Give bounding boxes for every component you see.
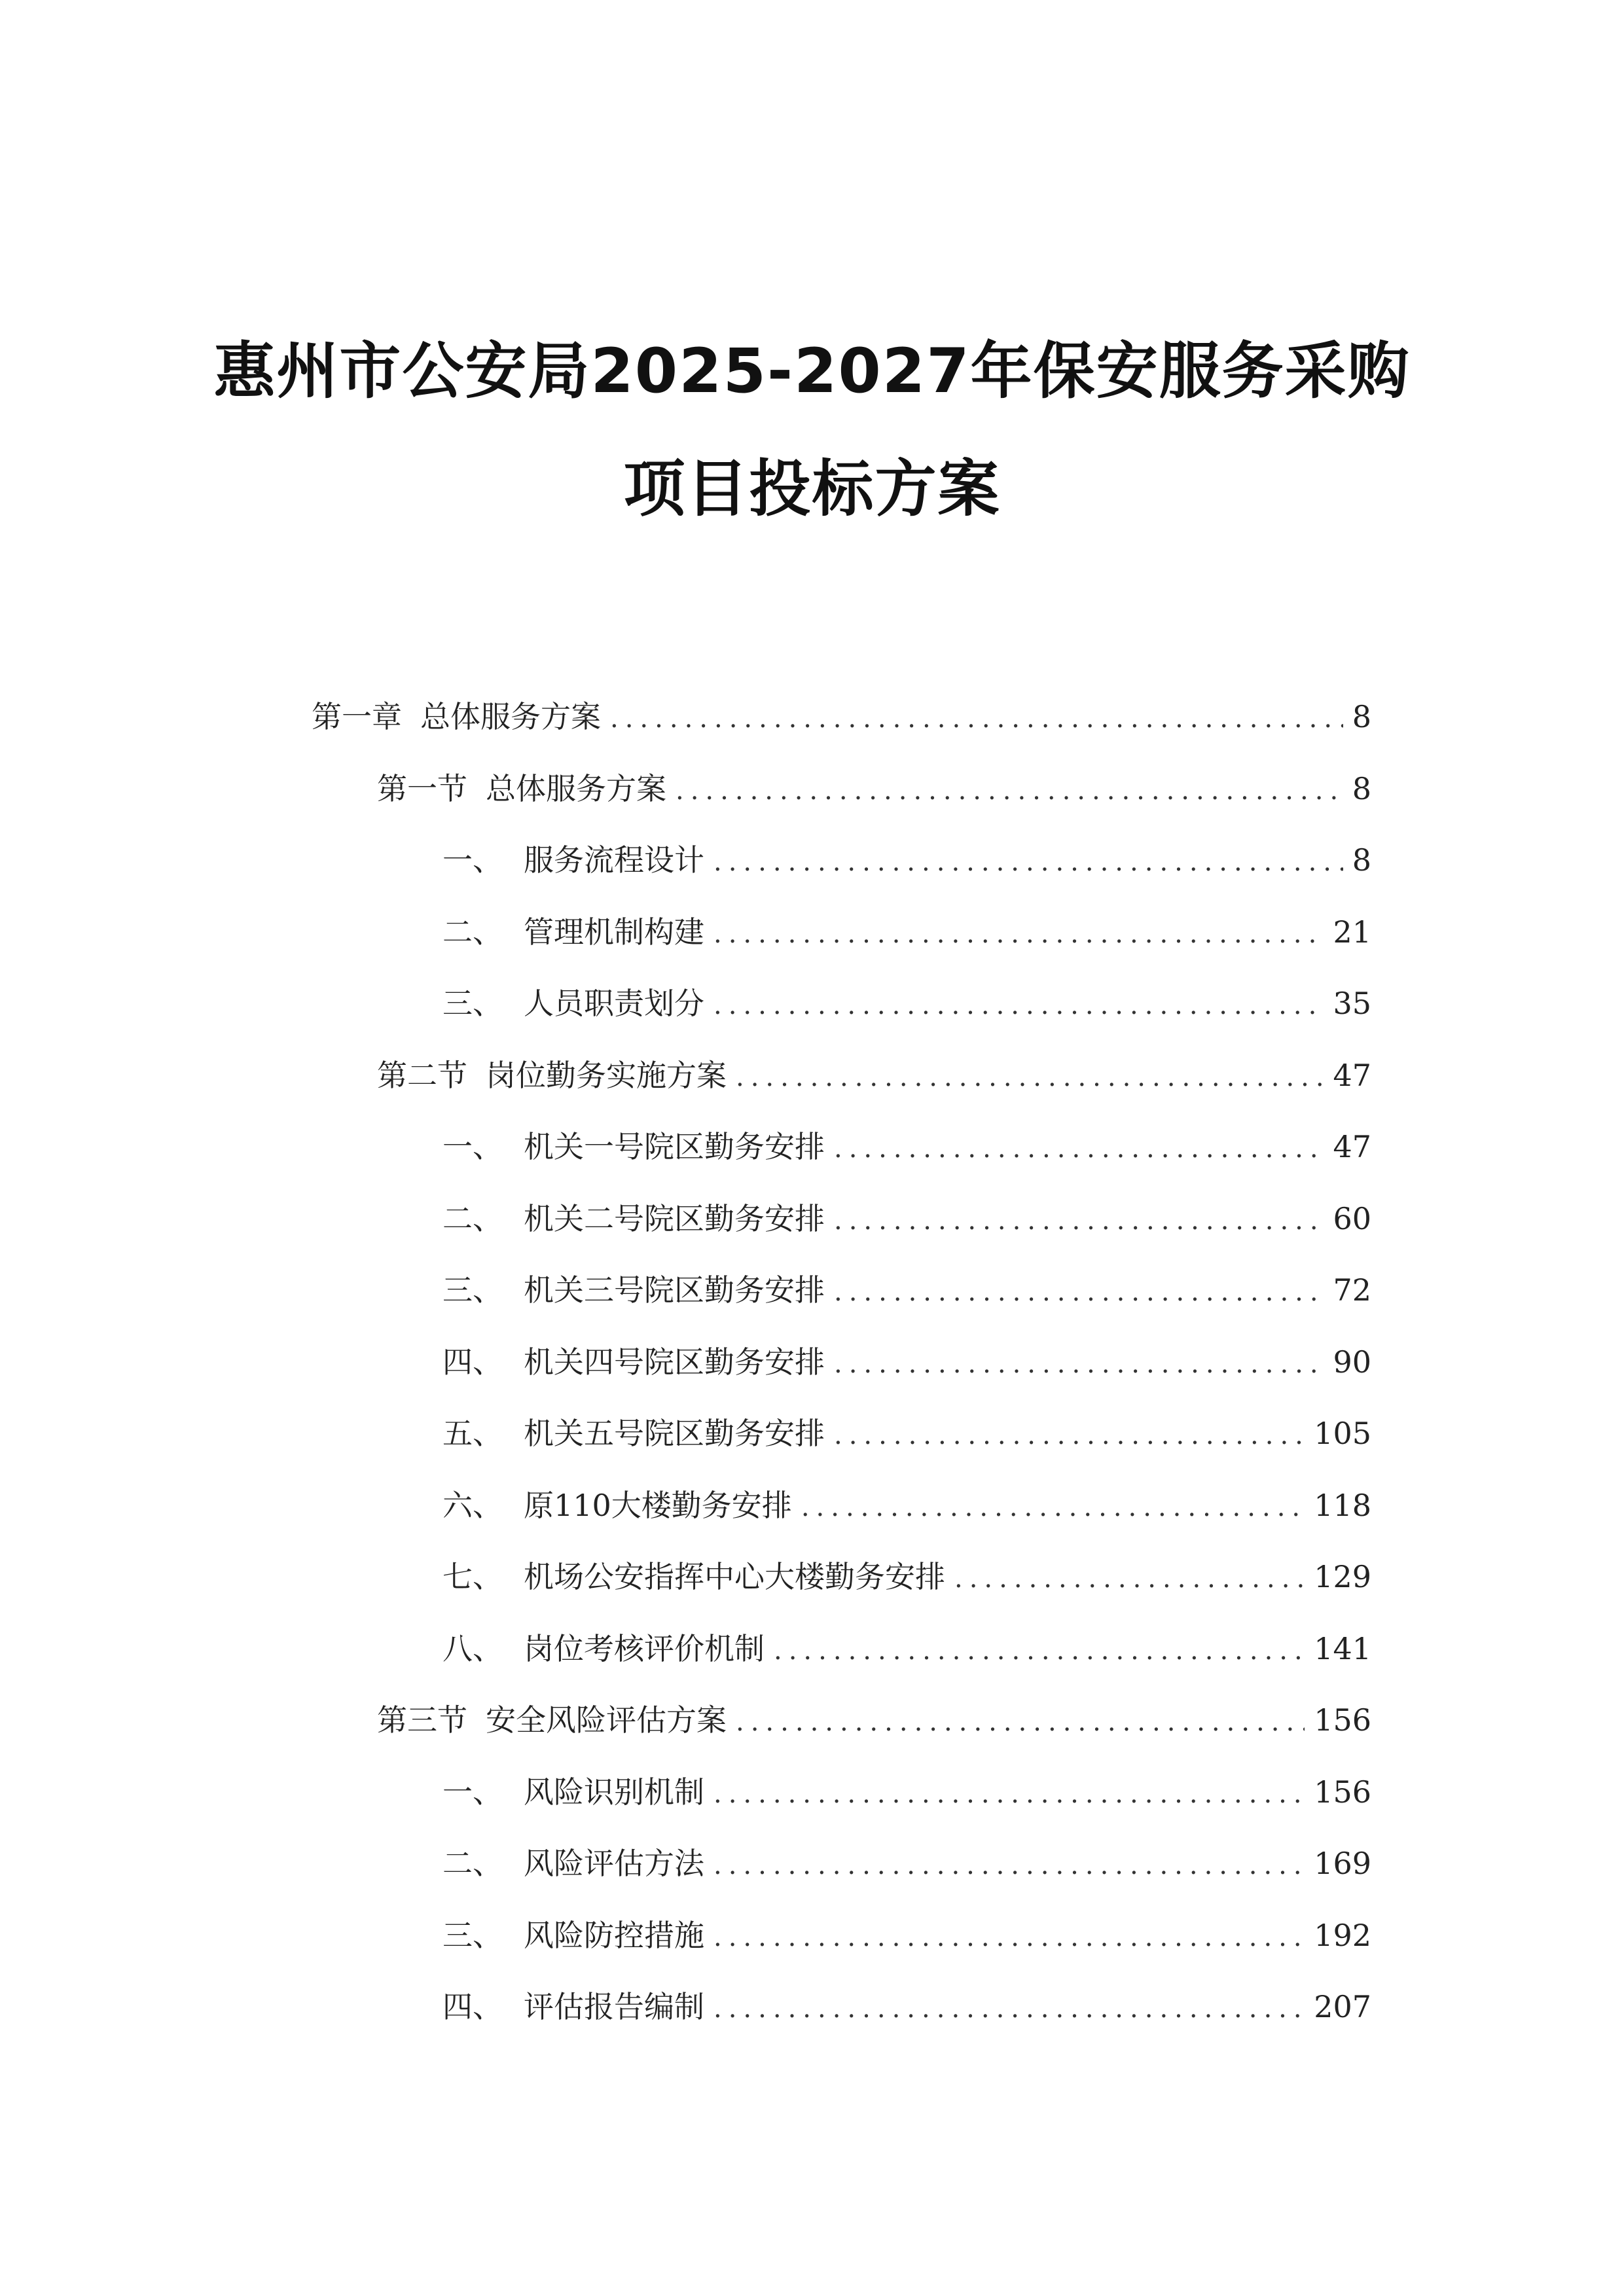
toc-entry-number: 三、 xyxy=(442,1918,503,1953)
toc-page-number: 156 xyxy=(1314,1774,1371,1810)
toc-dot-leader xyxy=(713,1914,1305,1960)
toc-entry[interactable] xyxy=(377,1052,1371,1098)
toc-dot-leader xyxy=(736,1054,1324,1100)
toc-entry-number: 第三节 xyxy=(377,1702,467,1738)
toc-dot-leader xyxy=(676,768,1343,814)
toc-dot-leader xyxy=(610,696,1343,742)
toc-entry[interactable] xyxy=(442,1912,1371,1958)
toc-dot-leader xyxy=(713,911,1324,957)
toc-dot-leader xyxy=(713,1842,1305,1888)
toc-dot-leader xyxy=(713,839,1343,885)
toc-page-number: 60 xyxy=(1333,1201,1371,1236)
toc-entry[interactable] xyxy=(312,694,1371,740)
toc-entry[interactable] xyxy=(442,980,1371,1026)
toc-entry-number: 一、 xyxy=(442,842,503,878)
toc-entry-number: 三、 xyxy=(442,986,503,1021)
toc-entry-number: 七、 xyxy=(442,1559,503,1594)
toc-entry[interactable] xyxy=(377,1697,1371,1743)
toc-page-number: 47 xyxy=(1333,1129,1371,1164)
toc-entry-title: 管理机制构建 xyxy=(524,914,704,950)
toc-page-number: 105 xyxy=(1314,1416,1371,1451)
toc-page-number: 35 xyxy=(1333,986,1371,1021)
toc-dot-leader xyxy=(834,1269,1324,1315)
toc-page-number: 8 xyxy=(1352,842,1371,878)
toc-dot-leader xyxy=(834,1198,1324,1244)
toc-entry-number: 第一章 xyxy=(312,699,402,734)
toc-entry-title: 岗位考核评价机制 xyxy=(524,1631,765,1666)
toc-entry[interactable] xyxy=(442,1267,1371,1313)
toc-dot-leader xyxy=(713,1986,1305,2032)
toc-entry-title: 评估报告编制 xyxy=(524,1989,704,2024)
toc-page-number: 192 xyxy=(1314,1918,1371,1953)
toc-entry[interactable] xyxy=(442,1124,1371,1170)
toc-entry[interactable] xyxy=(442,1339,1371,1385)
toc-entry-title: 机关一号院区勤务安排 xyxy=(524,1129,825,1164)
toc-dot-leader xyxy=(736,1699,1305,1745)
toc-entry-number: 三、 xyxy=(442,1272,503,1308)
toc-page-number: 141 xyxy=(1314,1631,1371,1666)
toc-entry[interactable] xyxy=(442,909,1371,955)
toc-dot-leader xyxy=(834,1341,1324,1387)
toc-entry-title: 原110大楼勤务安排 xyxy=(524,1488,792,1523)
toc-entry-number: 第一节 xyxy=(377,771,467,806)
toc-entry-number: 六、 xyxy=(442,1488,503,1523)
toc-page-number: 8 xyxy=(1352,771,1371,806)
toc-entry-number: 二、 xyxy=(442,914,503,950)
toc-entry-number: 一、 xyxy=(442,1774,503,1810)
toc-page-number: 72 xyxy=(1333,1272,1371,1308)
toc-page-number: 47 xyxy=(1333,1058,1371,1093)
toc-entry-number: 五、 xyxy=(442,1416,503,1451)
toc-entry-title: 机场公安指挥中心大楼勤务安排 xyxy=(524,1559,945,1594)
toc-entry-title: 风险防控措施 xyxy=(524,1918,704,1953)
toc-entry[interactable] xyxy=(442,1554,1371,1600)
toc-dot-leader xyxy=(713,982,1324,1028)
toc-entry-number: 八、 xyxy=(442,1631,503,1666)
toc-entry-title: 总体服务方案 xyxy=(420,699,601,734)
toc-entry-number: 四、 xyxy=(442,1344,503,1380)
document-title-line-2: 项目投标方案 xyxy=(623,454,1001,525)
toc-entry-title: 机关四号院区勤务安排 xyxy=(524,1344,825,1380)
toc-dot-leader xyxy=(801,1484,1305,1530)
toc-entry[interactable] xyxy=(442,837,1371,883)
toc-entry[interactable] xyxy=(442,1840,1371,1886)
toc-page-number: 90 xyxy=(1333,1344,1371,1380)
toc-entry-number: 四、 xyxy=(442,1989,503,2024)
toc-entry-title: 风险识别机制 xyxy=(524,1774,704,1810)
toc-entry-number: 二、 xyxy=(442,1201,503,1236)
toc-entry-number: 第二节 xyxy=(377,1058,467,1093)
toc-dot-leader xyxy=(774,1628,1305,1674)
toc-entry-title: 安全风险评估方案 xyxy=(486,1702,727,1738)
toc-entry-title: 服务流程设计 xyxy=(524,842,704,878)
toc-entry-title: 岗位勤务实施方案 xyxy=(486,1058,727,1093)
toc-entry-title: 机关五号院区勤务安排 xyxy=(524,1416,825,1451)
toc-entry[interactable] xyxy=(442,1626,1371,1672)
toc-entry[interactable] xyxy=(442,1410,1371,1456)
toc-entry-title: 机关三号院区勤务安排 xyxy=(524,1272,825,1308)
toc-dot-leader xyxy=(954,1556,1305,1602)
toc-entry-number: 二、 xyxy=(442,1846,503,1881)
toc-page-number: 129 xyxy=(1314,1559,1371,1594)
toc-entry-title: 人员职责划分 xyxy=(524,986,704,1021)
toc-entry[interactable] xyxy=(442,1984,1371,2030)
toc-entry[interactable] xyxy=(442,1196,1371,1242)
toc-entry[interactable] xyxy=(442,1482,1371,1528)
toc-page-number: 118 xyxy=(1314,1488,1371,1523)
toc-entry-number: 一、 xyxy=(442,1129,503,1164)
toc-dot-leader xyxy=(834,1126,1324,1172)
toc-entry[interactable] xyxy=(442,1769,1371,1815)
toc-entry-title: 总体服务方案 xyxy=(486,771,666,806)
toc-page-number: 8 xyxy=(1352,699,1371,734)
toc-page-number: 169 xyxy=(1314,1846,1371,1881)
toc-dot-leader xyxy=(713,1771,1305,1817)
toc-entry[interactable] xyxy=(377,766,1371,812)
toc-page-number: 207 xyxy=(1314,1989,1371,2024)
document-title-line-1: 惠州市公安局2025-2027年保安服务采购 xyxy=(213,336,1411,407)
toc-page-number: 21 xyxy=(1333,914,1371,950)
toc-dot-leader xyxy=(834,1412,1305,1458)
toc-entry-title: 机关二号院区勤务安排 xyxy=(524,1201,825,1236)
toc-page-number: 156 xyxy=(1314,1702,1371,1738)
toc-entry-title: 风险评估方法 xyxy=(524,1846,704,1881)
